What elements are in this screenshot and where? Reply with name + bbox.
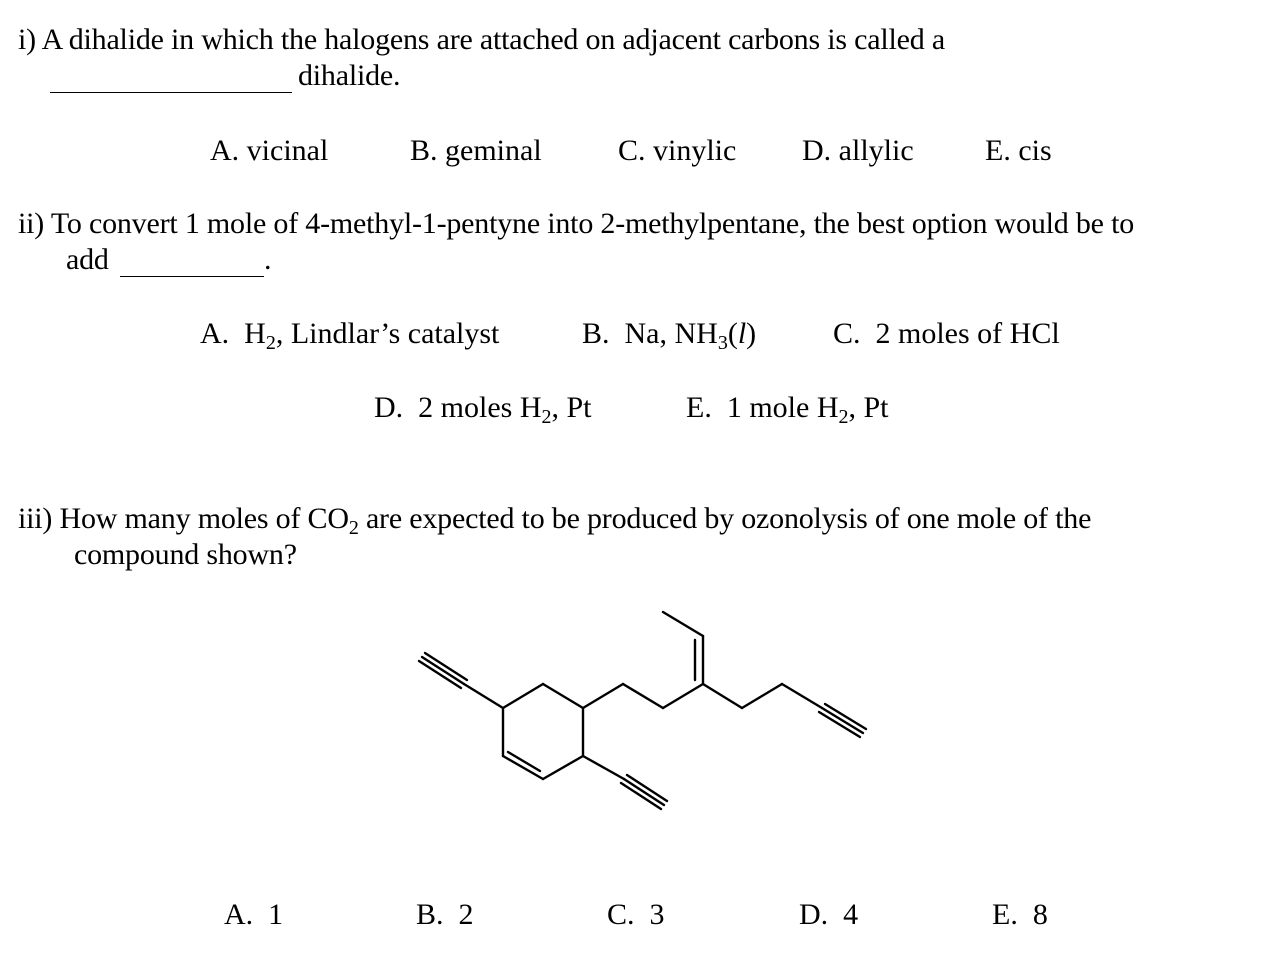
- option-text: cis: [1018, 134, 1052, 167]
- option-text: H: [244, 317, 266, 350]
- question-1-option-d[interactable]: [802, 133, 914, 169]
- alkyne-triple-bond: [819, 712, 860, 737]
- option-letter: A.: [224, 898, 254, 931]
- alkyne-triple-bond: [825, 704, 866, 729]
- question-3-text-1: How many moles of CO: [59, 502, 349, 535]
- option-subscript: 2: [838, 406, 849, 428]
- option-letter: D.: [799, 898, 829, 931]
- question-3-number: iii): [18, 502, 53, 535]
- question-1-text-2: dihalide.: [298, 59, 401, 92]
- question-3-option-a[interactable]: [224, 897, 283, 933]
- ring-bond: [503, 684, 543, 708]
- alkyne-triple-bond: [422, 657, 464, 684]
- option-letter: B.: [410, 134, 438, 167]
- chain-bond: [663, 684, 703, 708]
- option-letter: E.: [992, 898, 1018, 931]
- alkyne-triple-bond: [419, 661, 461, 688]
- question-3-option-b[interactable]: [416, 897, 474, 933]
- option-letter: C.: [618, 134, 646, 167]
- cyclohexene-ring: [503, 684, 583, 779]
- ring-bond: [503, 756, 543, 779]
- question-3-text-1-rest: are expected to be produced by ozonolysis of one mole of the: [358, 502, 1092, 535]
- question-1-option-a[interactable]: [210, 133, 328, 169]
- question-3-option-c[interactable]: [607, 897, 665, 933]
- option-text: geminal: [445, 134, 542, 167]
- question-3-line-1: [18, 501, 1091, 540]
- option-text-rest: , Pt: [848, 391, 889, 424]
- option-letter: B.: [416, 898, 444, 931]
- alkyne-triple-bond: [822, 708, 863, 733]
- option-text: Na, NH: [624, 317, 718, 350]
- ring-bond: [543, 684, 583, 708]
- ring-bond: [543, 756, 583, 779]
- option-text: 2 moles H: [418, 391, 542, 424]
- question-2-number: ii): [18, 207, 45, 240]
- question-3-subscript: 2: [348, 517, 359, 539]
- question-1-option-e[interactable]: [985, 133, 1052, 169]
- question-3-option-e[interactable]: [992, 897, 1048, 933]
- option-letter: D.: [374, 391, 404, 424]
- chain-bond: [742, 684, 782, 708]
- alkyne-single-bond: [464, 684, 503, 708]
- option-paren-open: (: [727, 317, 738, 350]
- chain-bond: [782, 684, 822, 708]
- question-2-answer-blank: [120, 276, 264, 277]
- option-letter: D.: [802, 134, 832, 167]
- option-text: allylic: [838, 134, 914, 167]
- question-2-text-1: To convert 1 mole of 4-methyl-1-pentyne into 2-methylpentane, the best option would be to: [50, 207, 1135, 240]
- question-2-option-b[interactable]: [582, 316, 756, 355]
- option-letter: C.: [607, 898, 635, 931]
- option-letter: A.: [210, 134, 240, 167]
- alkyne-triple-bond: [621, 783, 661, 809]
- option-letter: C.: [833, 317, 861, 350]
- question-2-option-c[interactable]: [833, 316, 1060, 352]
- question-1-text-1: A dihalide in which the halogens are attached on adjacent carbons is called a: [41, 23, 946, 56]
- option-text: 1 mole H: [726, 391, 839, 424]
- question-2-text-2: add: [66, 243, 109, 276]
- question-1-option-c[interactable]: [618, 133, 736, 169]
- option-text: 4: [843, 898, 859, 931]
- alkyne-triple-bond: [425, 653, 467, 680]
- option-subscript: 2: [541, 406, 552, 428]
- alkyne-single-bond: [583, 756, 624, 779]
- option-letter: B.: [582, 317, 610, 350]
- ethylidene-bond: [663, 612, 703, 636]
- option-text: 2: [458, 898, 474, 931]
- alkyne-bottom: [583, 756, 667, 809]
- question-1-option-b[interactable]: [410, 133, 542, 169]
- question-2-period: .: [264, 243, 272, 276]
- alkyne-triple-bond: [624, 779, 664, 805]
- option-text: vinylic: [653, 134, 737, 167]
- question-1-answer-blank: [50, 92, 292, 93]
- option-text-rest: , Pt: [551, 391, 592, 424]
- option-text: 2 moles of HCl: [875, 317, 1060, 350]
- option-text: 3: [649, 898, 665, 931]
- question-3-text-2: compound shown?: [74, 538, 297, 571]
- question-1-line-1: [18, 22, 945, 58]
- option-italic: l: [737, 317, 747, 350]
- chain-bond: [583, 684, 623, 708]
- question-2-option-e[interactable]: [686, 390, 889, 429]
- option-text-rest: , Lindlar’s catalyst: [275, 317, 500, 350]
- option-letter: E.: [686, 391, 712, 424]
- option-paren-close: ): [746, 317, 757, 350]
- option-subscript: 2: [265, 332, 276, 354]
- option-letter: A.: [200, 317, 230, 350]
- ring-double-bond-inner: [508, 752, 540, 771]
- chain-bond: [623, 684, 663, 708]
- option-text: vicinal: [246, 134, 329, 167]
- side-chain: [583, 612, 866, 737]
- option-text: 1: [268, 898, 284, 931]
- option-text: 8: [1032, 898, 1048, 931]
- question-3-option-d[interactable]: [799, 897, 858, 933]
- question-2-line-1: [18, 206, 1134, 242]
- option-subscript: 3: [717, 332, 728, 354]
- question-1-number: i): [18, 23, 36, 56]
- alkyne-triple-bond: [627, 775, 667, 801]
- alkyne-left: [419, 653, 503, 708]
- question-2-option-d[interactable]: [374, 390, 592, 429]
- option-letter: E.: [985, 134, 1011, 167]
- question-2-option-a[interactable]: [200, 316, 499, 355]
- chain-bond: [703, 684, 742, 708]
